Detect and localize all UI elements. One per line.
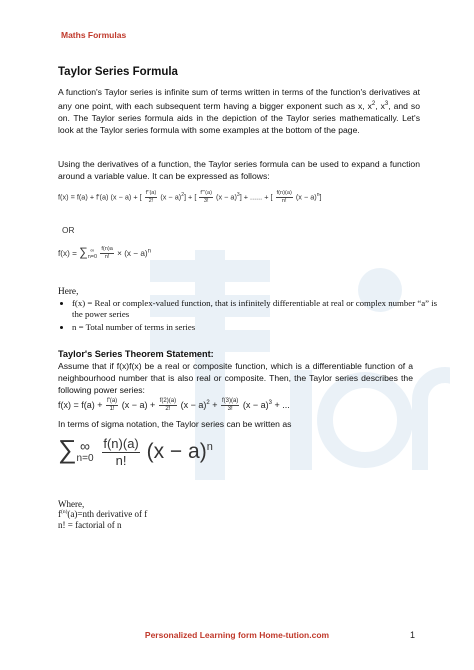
page-title: Taylor Series Formula xyxy=(58,66,178,78)
where-definition-factorial: n! = factorial of n xyxy=(58,520,122,530)
where-definition-derivative: $f^{(n)}(a)=nth$ derivative of f xyxy=(58,509,148,519)
derivatives-paragraph: Using the derivatives of a function, the Taylor series formula can be used to expand a function around a variable value. It can be expressed as follows: xyxy=(58,159,420,182)
taylor-sigma-large: ∑ ∞ n=0 $\frac{f(n)(a)}{n!}$ $(x - a)^n$ xyxy=(58,434,213,468)
theorem-paragraph: Assume that if f(x)f(x) be a real or composite function, which is a differentiable function of a neighbourhood number that is also real or composite. Then, the Taylor series describes the following power series: xyxy=(58,361,413,396)
taylor-formula-sigma: f(x) = ∑ ∞ n=0 $\frac{f(n)a}{n!}$ × $(x - a)^n$ xyxy=(58,245,151,261)
list-item: • n = Total number of terms in series xyxy=(72,322,442,333)
or-label: OR xyxy=(62,225,75,235)
theorem-heading: Taylor's Series Theorem Statement: xyxy=(58,349,214,359)
header-brand: Maths Formulas xyxy=(61,30,127,40)
taylor-formula-expanded: f(x) = f(a) + f'(a) (x − a) + [ $\frac{f''(a)}{2!}$ $(x - a)^2$] + [ $\frac{f'''(a)}{3!}$ $(x - a)^3$] + ...... + [ $\frac{f(n)(a)}{n!}$ $(x - a)^n$] xyxy=(58,190,322,204)
list-item: • f(x) = Real or complex-valued function, that is infinitely differentiable at real or complex number “a” is the power series xyxy=(72,298,442,320)
here-label: Here, xyxy=(58,287,79,297)
page-number: 1 xyxy=(410,630,416,640)
taylor-power-series: f(x) = f(a) + $\frac{f'(a)}{1!}$ (x − a) + $\frac{f(2)(a)}{2!}$ $(x - a)^2$ + $\frac{f(3)(a)}{3!}$ $(x - a)^3$ + ... xyxy=(58,398,290,412)
sigma-paragraph: In terms of sigma notation, the Taylor series can be written as xyxy=(58,419,292,429)
where-label: Where, xyxy=(58,499,85,509)
footer-link[interactable]: Personalized Learning form Home-tution.com xyxy=(144,630,330,640)
intro-paragraph: A function's Taylor series is infinite sum of terms written in terms of the function's derivatives at any one point, with each subsequent term having a bigger exponent such as x, $x^2$, $x^3$, and so on. The Taylor series formula aids in the depiction of the Taylor series mathematically. Let's look at the Taylor series formula with some examples at the bottom of the page. xyxy=(58,87,421,136)
definition-list xyxy=(58,298,442,336)
